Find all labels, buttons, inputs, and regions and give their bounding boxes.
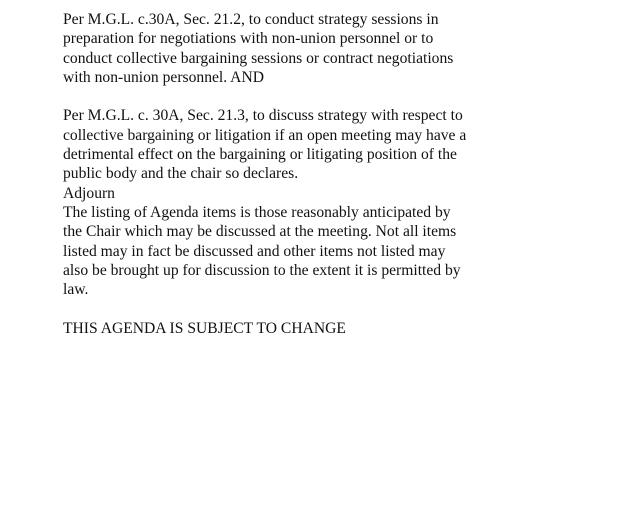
- adjourn-item: Adjourn: [63, 184, 115, 202]
- text-line: public body and the chair so declares.: [63, 165, 299, 183]
- text-line: The listing of Agenda items is those reasonably anticipated by: [63, 203, 451, 221]
- text-line: conduct collective bargaining sessions or contract negotiations: [63, 49, 454, 67]
- text-line: also be brought up for discussion to the extent it is permitted by: [63, 261, 461, 279]
- text-line: detrimental effect on the bargaining or litigating position of the: [63, 146, 457, 164]
- text-line: with non-union personnel. AND: [63, 68, 264, 86]
- text-line: Per M.G.L. c.30A, Sec. 21.2, to conduct strategy sessions in: [63, 11, 439, 28]
- text-line: preparation for negotiations with non-union personnel or to: [63, 30, 434, 48]
- paragraph-spacer: [63, 299, 623, 318]
- text-line: law.: [63, 281, 89, 299]
- text-line: listed may in fact be discussed and other items not listed may: [63, 242, 446, 260]
- text-line: collective bargaining or litigation if an open meeting may have a: [63, 126, 467, 144]
- agenda-document: [63, 10, 623, 338]
- agenda-disclaimer: [63, 203, 623, 299]
- text-line: the Chair which may be discussed at the meeting. Not all items: [63, 223, 457, 241]
- executive-session-paragraph-21-3: [63, 106, 623, 183]
- executive-session-paragraph-21-2: [63, 10, 623, 87]
- agenda-change-notice: THIS AGENDA IS SUBJECT TO CHANGE: [63, 319, 346, 337]
- text-line: Per M.G.L. c. 30A, Sec. 21.3, to discuss strategy with respect to: [63, 107, 463, 125]
- paragraph-spacer: [63, 87, 623, 106]
